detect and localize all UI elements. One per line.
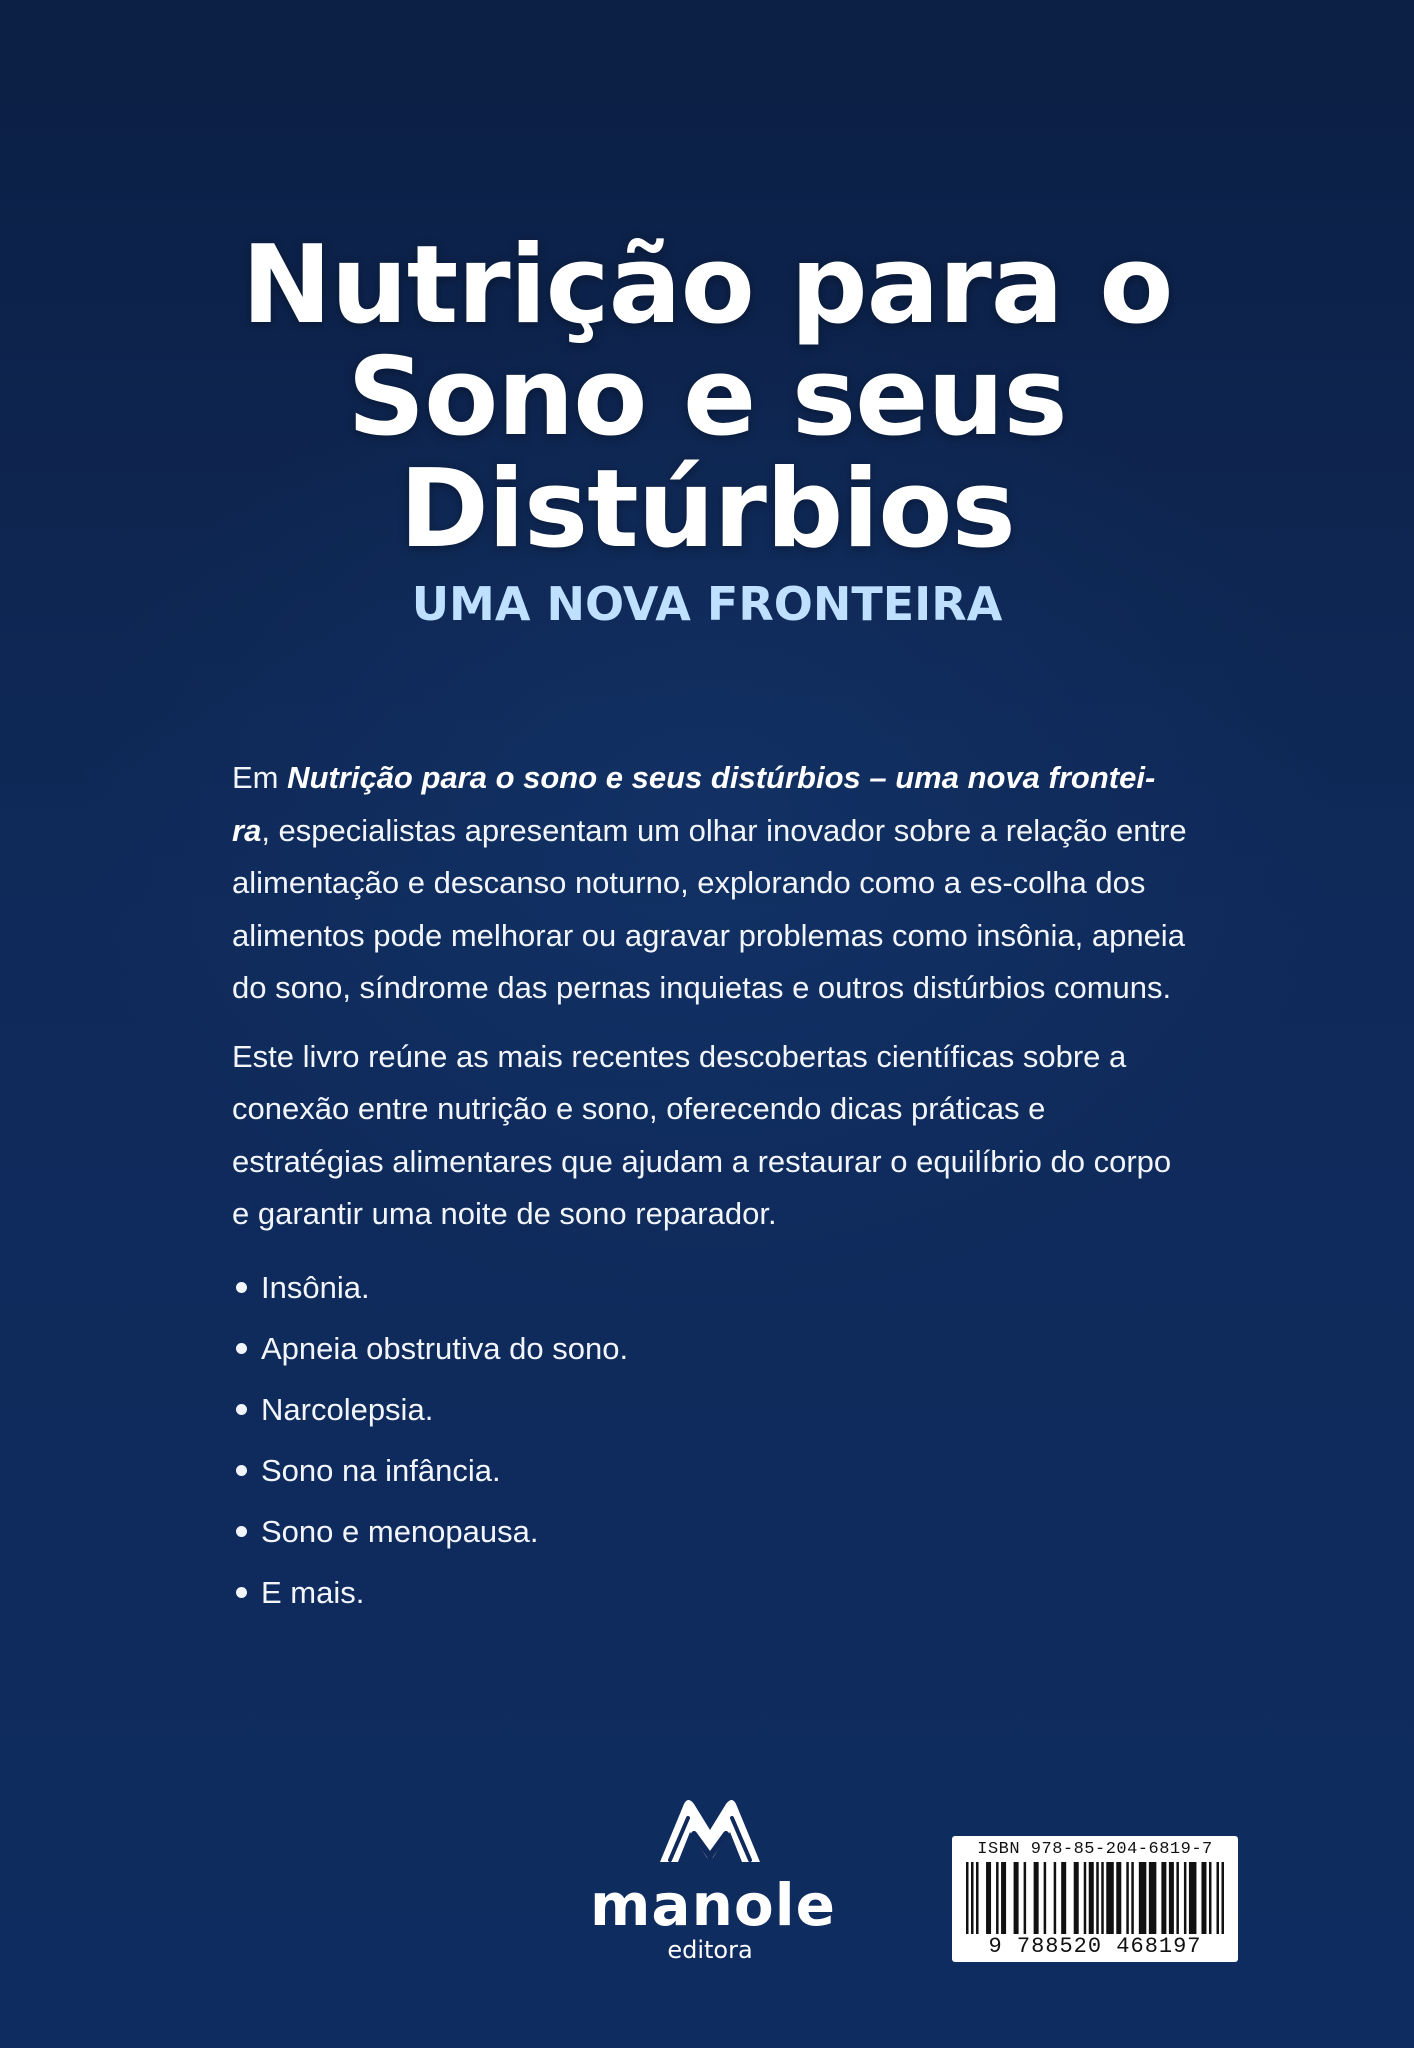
list-item-label: Insônia. xyxy=(261,1269,370,1305)
title-line-2: Sono e seus xyxy=(347,335,1067,460)
barcode-bar xyxy=(1101,1862,1104,1934)
intro-lead: Em xyxy=(232,760,288,795)
barcode-bars-icon xyxy=(962,1862,1228,1934)
barcode-bar xyxy=(1089,1862,1094,1934)
list-item xyxy=(232,1379,1192,1440)
list-item xyxy=(232,1318,1192,1379)
barcode-bar xyxy=(1034,1862,1039,1934)
barcode-bar xyxy=(1061,1862,1066,1934)
list-item-label: E mais. xyxy=(261,1574,365,1610)
list-item-label: Sono e menopausa. xyxy=(261,1513,539,1549)
barcode-digits: 9 788520 468197 xyxy=(988,1934,1202,1959)
barcode-bar xyxy=(1161,1862,1166,1934)
bullet-icon xyxy=(236,1526,247,1537)
barcode-bar xyxy=(1126,1862,1129,1934)
subtitle: UMA NOVA FRONTEIRA xyxy=(411,577,1003,631)
isbn-label: ISBN 978-85-204-6819-7 xyxy=(977,1840,1213,1859)
bullet-icon xyxy=(236,1404,247,1415)
list-item xyxy=(232,1440,1192,1501)
list-item-label: Apneia obstrutiva do sono. xyxy=(261,1330,629,1366)
publisher-logo xyxy=(590,1790,836,1964)
barcode-bar xyxy=(1222,1862,1225,1934)
barcode-bar xyxy=(1131,1862,1134,1934)
barcode-bar xyxy=(1216,1862,1219,1934)
list-item xyxy=(232,1501,1192,1562)
bullet-icon xyxy=(236,1587,247,1598)
topics-list xyxy=(232,1257,1192,1623)
publisher-name: manole xyxy=(590,1871,836,1939)
publisher-sub: editora xyxy=(667,1936,753,1964)
barcode-bar xyxy=(996,1862,999,1934)
barcode-bar xyxy=(1106,1862,1114,1934)
barcode-bar xyxy=(1201,1862,1206,1934)
barcode-bar xyxy=(1149,1862,1157,1934)
intro-rest: , especialistas apresentam um olhar inovador sobre a relação entre alimentação e descanso noturno, explorando como a es-colha dos alimentos pode melhorar ou agravar problemas como insônia, apneia do sono, síndrome das pernas inquietas e outros distúrbios comuns. xyxy=(232,812,1187,1005)
barcode-bar xyxy=(1054,1862,1057,1934)
barcode-bar xyxy=(1014,1862,1019,1934)
bullet-icon xyxy=(236,1343,247,1354)
list-item xyxy=(232,1562,1192,1623)
second-paragraph: Este livro reúne as mais recentes descobertas científicas sobre a conexão entre nutrição e sono, oferecendo dicas práticas e estratégias alimentares que ajudam a restaurar o equilíbrio do corpo e garantir uma noite de sono reparador. xyxy=(232,1038,1172,1231)
barcode-bar xyxy=(1096,1862,1099,1934)
barcode-bar xyxy=(1176,1862,1179,1934)
intro-book-title: Nutrição para o sono e seus distúrbios – uma nova frontei-ra xyxy=(232,760,1156,848)
barcode-bar xyxy=(1184,1862,1187,1934)
barcode-bar xyxy=(1189,1862,1197,1934)
barcode-bar xyxy=(1209,1862,1212,1934)
barcode-bar xyxy=(1024,1862,1027,1934)
barcode-bar xyxy=(1169,1862,1174,1934)
barcode-bar xyxy=(1139,1862,1147,1934)
barcode-bar xyxy=(976,1862,979,1934)
barcode-bar xyxy=(986,1862,991,1934)
barcode-bar xyxy=(1084,1862,1087,1934)
barcode-bar xyxy=(1116,1862,1121,1934)
isbn-barcode xyxy=(952,1836,1238,1962)
title-line-3: Distúrbios xyxy=(399,447,1015,572)
barcode-bar xyxy=(1074,1862,1079,1934)
title-line-1: Nutrição para o xyxy=(241,223,1173,348)
list-item-label: Narcolepsia. xyxy=(261,1391,434,1427)
barcode-bar xyxy=(1001,1862,1006,1934)
bullet-icon xyxy=(236,1465,247,1476)
publisher-mark-icon xyxy=(654,1790,766,1870)
bullet-icon xyxy=(236,1282,247,1293)
barcode-bar xyxy=(966,1862,969,1934)
title-block xyxy=(0,223,1414,632)
barcode-bar xyxy=(971,1862,974,1934)
list-item xyxy=(232,1257,1192,1318)
list-item-label: Sono na infância. xyxy=(261,1452,501,1488)
intro-paragraph xyxy=(232,752,1192,1015)
barcode-bar xyxy=(1044,1862,1047,1934)
description xyxy=(232,752,1192,1623)
